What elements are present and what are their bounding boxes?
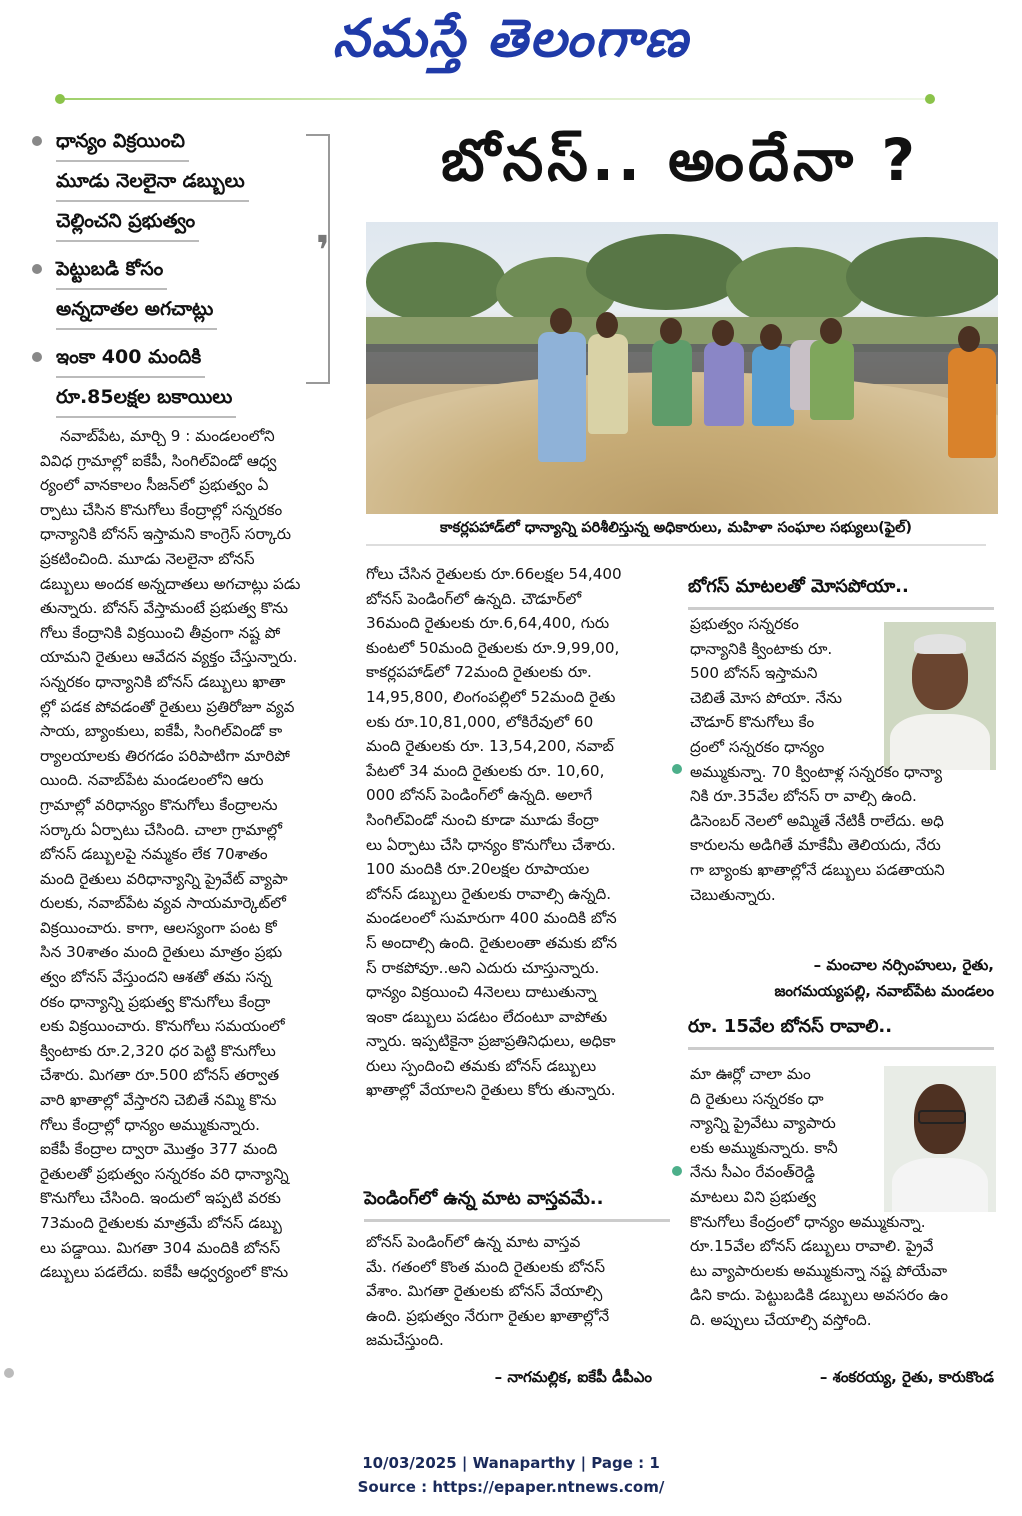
text-line: మంది రైతులు వరిధాన్యాన్ని ప్రైవేట్ వ్యాపా (40, 869, 288, 888)
text-line: ది. అప్పులు చేయాల్సి వస్తోంది. (690, 1310, 872, 1329)
text-line: ధాన్యానికి క్వింటాకు రూ. (690, 639, 833, 658)
text-line: ల్లో పడక పోవడంతో రైతులు ప్రతిరోజూ వ్యవ (40, 697, 295, 716)
text-line: స్ రాకపోవూ..అని ఎదురు చూస్తున్నారు. (366, 958, 600, 977)
text-line: న్నారు. ఇప్పటికైనా ప్రజాప్రతినిధులు, అధికా (366, 1032, 616, 1051)
text-line: వారి ఖాతాల్లో వేస్తారని చెబితే నమ్మి కొను (40, 1091, 277, 1110)
text-line: కొనుగోలు చేసింది. ఇందులో ఇప్పటి వరకు (40, 1189, 281, 1208)
person-figure (810, 340, 854, 420)
text-line: ర్యంలో వానకాలం సీజన్‌లో ప్రభుత్వం ఏ (40, 476, 269, 495)
text-line: కొనుగోలు కేంద్రంలో ధాన్యం అమ్ముకున్నా. (690, 1212, 926, 1231)
text-line: మండలంలో సుమారుగా 400 మందికి బోన (366, 909, 617, 928)
person-figure (588, 334, 628, 434)
text-line: కుంటలో 50మంది రైతులకు రూ.9,99,00, (366, 638, 620, 657)
text-line: ఖాతాల్లో వేయాలని రైతులు కోరు తున్నారు. (366, 1081, 616, 1100)
text-line: ఐకేపీ కేంద్రాల ద్వారా మొత్తం 377 మంది (40, 1140, 278, 1159)
trees-illustration (366, 232, 998, 352)
decor-dot (672, 764, 682, 774)
text-line: రూ.15వేల బోనస్ డబ్బులు రావాలి. ప్రైవే (690, 1237, 934, 1256)
person-head (660, 318, 682, 344)
person-head (596, 312, 618, 338)
text-line: సాయ, బ్యాంకులు, ఐకేపీ, సింగిల్‌విండో కా (40, 722, 283, 741)
person-head (550, 308, 572, 334)
highlight-line: రూ.85లక్షల బకాయిలు (56, 378, 236, 418)
text-line: విక్రయించారు. కాగా, ఆలస్యంగా పంట కో (40, 918, 277, 937)
decor-dot (4, 1368, 14, 1378)
article-column-1 (40, 424, 336, 1285)
person-figure (948, 348, 996, 458)
photo-caption: కాకర్లపహాడ్‌లో ధాన్యాన్ని పరిశీలిస్తున్న అధికారులు, మహిళా సంఘాల సభ్యులు(ఫైల్) (366, 520, 986, 546)
quote-3-body (366, 1230, 670, 1353)
text-line: జమచేస్తుంది. (366, 1331, 444, 1350)
text-line: వివిధ గ్రామాల్లో ఐకేపీ, సింగిల్‌విండో ఆధ్వ (40, 451, 277, 470)
quote-mark-icon: ❜ (316, 228, 330, 274)
text-line: లు ఏర్పాటు చేసి ధాన్యం కొనుగోలు చేశారు. (366, 835, 616, 854)
text-line: సర్కారు ఏర్పాటు చేసింది. చాలా గ్రామాల్లో (40, 820, 283, 839)
text-line: కాకర్లపహాడ్‌లో 72మంది రైతులకు రూ. (366, 663, 592, 682)
text-line: 000 బోనస్ పెండింగ్‌లో ఉన్నది. అలాగే (366, 786, 593, 805)
text-line: నవాబ్‌పేట, మార్చి 9 : మండలంలోని (60, 427, 275, 445)
text-line: లకు విక్రయించారు. కొనుగోలు సమయంలో (40, 1017, 285, 1036)
text-line: చెబితే మోస పోయా. నేను (690, 688, 842, 707)
byline-1-line: జంగమయ్యపల్లి, నవాబ్‌పేట మండలం (774, 982, 994, 1000)
text-line: సన్నరకం ధాన్యానికి బోనస్ డబ్బులు ఖాతా (40, 672, 286, 691)
quote-2-body (690, 1062, 996, 1333)
text-line: బోనస్ పెండింగ్‌లో ఉన్న మాట వాస్తవ (366, 1233, 581, 1251)
subhead-pending-true: పెండింగ్‌లో ఉన్న మాట వాస్తవమే.. (364, 1188, 670, 1222)
text-line: నికి రూ.35వేల బోనస్ రా వాల్సి ఉంది. (690, 787, 917, 806)
bullet-icon (32, 264, 42, 274)
text-line: గా బ్యాంకు ఖాతాల్లోనే డబ్బులు పడతాయని (690, 860, 945, 879)
highlight-line: మూడు నెలలైనా డబ్బులు (56, 162, 249, 202)
footer-source-line: Source : https://epaper.ntnews.com/ (357, 1478, 665, 1496)
person-figure (704, 342, 744, 426)
text-line: డిసెంబర్ నెలలో అమ్మితే నేటికీ రాలేదు. అధి (690, 811, 944, 830)
text-line: మాటలు విని ప్రభుత్వ (690, 1187, 816, 1206)
article-column-2 (366, 562, 670, 1103)
text-line: ర్యాలయాలకు తిరగడం పరిపాటిగా మారిపో (40, 746, 290, 765)
text-line: ధాన్యం విక్రయించి 4నెలలు దాటుతున్నా (366, 983, 597, 1002)
text-line: ప్రకటించింది. మూడు నెలలైనా బోనస్ (40, 549, 255, 568)
text-line: 14,95,800, లింగంపల్లిలో 52మంది రైతు (366, 687, 616, 706)
text-line: గ్రామాల్లో వరిధాన్యం కొనుగోలు కేంద్రాలను (40, 795, 278, 814)
text-line: సింగిల్‌విండో నుంచి కూడా మూడు కేంద్రా (366, 810, 599, 829)
text-line: ఉంది. ప్రభుత్వం నేరుగా రైతుల ఖాతాల్లోనే (366, 1306, 610, 1325)
news-photo (366, 222, 998, 514)
subhead-15k-bonus: రూ. 15వేల బోనస్ రావాలి.. (688, 1016, 994, 1050)
text-line: గోలు కేంద్రానికి విక్రయించి తీవ్రంగా నష్ట పో (40, 623, 281, 642)
text-line: 36మంది రైతులకు రూ.6,64,400, గురు (366, 614, 610, 633)
highlight-line: ఇంకా 400 మందికి (56, 338, 205, 378)
text-line: సిన 30శాతం మంది రైతులు మాత్రం ప్రభు (40, 943, 283, 962)
masthead (0, 0, 1022, 90)
headline: బోనస్.. అందేనా ? (440, 126, 920, 194)
highlights-box (24, 122, 334, 426)
text-line: 500 బోనస్ ఇస్తామని (690, 664, 818, 683)
text-line: అమ్ముకున్నా. 70 క్వింటాళ్ల సన్నరకం ధాన్యా (690, 762, 943, 781)
text-line: ఇంకా డబ్బులు పడటం లేదంటూ వాపోతు (366, 1007, 608, 1026)
text-line: స్ అందాల్సి ఉంది. రైతులంతా తమకు బోన (366, 933, 618, 952)
text-line: చౌడూర్ కొనుగోలు కేం (690, 713, 815, 732)
person-head (760, 324, 782, 350)
text-line: చెబుతున్నారు. (690, 885, 776, 904)
top-rule (60, 98, 930, 100)
text-line: డిని కాదు. పెట్టుబడికి డబ్బులు అవసరం ఉం (690, 1286, 949, 1305)
decor-dot (55, 94, 65, 104)
text-line: మా ఊర్లో చాలా మం (690, 1065, 811, 1083)
highlight-item (24, 338, 334, 418)
text-line: యామని రైతులు ఆవేదన వ్యక్తం చేస్తున్నారు. (40, 648, 298, 667)
text-line: ద్రంలో సన్నరకం ధాన్యం (690, 737, 825, 756)
decor-dot (672, 1166, 682, 1176)
text-line: రైతులతో ప్రభుత్వం సన్నరకం వరి ధాన్యాన్ని (40, 1164, 289, 1183)
text-line: బోనస్ డబ్బులు రైతులకు రావాల్సి ఉన్నది. (366, 884, 612, 903)
decor-dot (925, 94, 935, 104)
text-line: ధాన్యానికి బోనస్ ఇస్తామని కాంగ్రెస్ సర్కారు (40, 525, 291, 544)
text-line: 73మంది రైతులకు మాత్రమే బోనస్ డబ్బు (40, 1214, 282, 1232)
text-line: డబ్బులు అందక అన్నదాతలు అగచాట్లు పడు (40, 574, 301, 593)
person-head (958, 326, 980, 352)
person-head (712, 320, 734, 346)
highlight-line: ధాన్యం విక్రయించి (56, 122, 189, 162)
byline-1-line: – మంచాల నర్సింహులు, రైతు, (813, 956, 994, 974)
text-line: గోలు చేసిన రైతులకు రూ.66లక్షల 54,400 (366, 565, 622, 583)
text-line: ర్పాటు చేసిన కొనుగోలు కేంద్రాల్లో సన్నరకం (40, 500, 283, 519)
text-line: చేశారు. మిగతా రూ.500 బోనస్ తర్వాత (40, 1066, 280, 1085)
text-line: 100 మందికి రూ.20లక్షల రూపాయల (366, 860, 590, 879)
text-line: తున్నారు. బోనస్ వేస్తామంటే ప్రభుత్వ కొను (40, 599, 289, 618)
text-line: డబ్బులు పడలేదు. ఐకేపీ ఆధ్వర్యంలో కొను (40, 1263, 289, 1282)
byline-1 (690, 952, 994, 1004)
highlight-item (24, 250, 334, 330)
highlight-line: చెల్లించని ప్రభుత్వం (56, 202, 199, 242)
text-line: యింది. నవాబ్‌పేట మండలంలోని ఆరు (40, 771, 264, 790)
text-line: త్వం బోనస్ వేస్తుందని ఆశతో తమ సన్న (40, 968, 272, 987)
text-line: ది రైతులు సన్నరకం ధా (690, 1089, 824, 1108)
text-line: కారులను అడిగితే మాకేమీ తెలియదు, నేరు (690, 836, 941, 855)
byline-2: – శంకరయ్య, రైతు, కారుకొండ (819, 1368, 994, 1386)
text-line: మే. గతంలో కొంత మంది రైతులకు బోనస్ (366, 1257, 606, 1276)
text-line: రులు స్పందించి తమకు బోనస్ డబ్బులు (366, 1056, 597, 1075)
highlight-item (24, 122, 334, 242)
quote-1-body (690, 612, 996, 907)
text-line: రకం ధాన్యాన్ని ప్రభుత్వ కొనుగోలు కేంద్రా (40, 992, 271, 1011)
person-figure (652, 340, 692, 426)
text-line: మంది రైతులకు రూ. 13,54,200, నవాబ్ (366, 737, 614, 756)
byline-3: – నాగమల్లిక, ఐకేపీ డీపీఎం (494, 1368, 652, 1386)
highlight-line: పెట్టుబడి కోసం (56, 250, 167, 290)
text-line: నేను సీఎం రేవంత్‌రెడ్డి (690, 1163, 815, 1182)
text-line: పేటలో 34 మంది రైతులకు రూ. 10,60, (366, 761, 605, 780)
text-line: బోనస్ పెండింగ్‌లో ఉన్నది. చౌడూర్‌లో (366, 589, 582, 608)
text-line: లు పడ్డాయి. మిగతా 304 మందికి బోనస్ (40, 1238, 281, 1257)
bullet-icon (32, 136, 42, 146)
footer-date-line: 10/03/2025 | Wanaparthy | Page : 1 (362, 1454, 660, 1472)
text-line: రులకు, నవాబ్‌పేట వ్యవ సాయమార్కెట్‌లో (40, 894, 286, 913)
subhead-bogus: బోగస్ మాటలతో మోసపోయా.. (688, 576, 994, 610)
text-line: వేశాం. మిగతా రైతులకు బోనస్ వేయాల్సి (366, 1282, 603, 1301)
text-line: లకు అమ్ముకున్నారు. కానీ (690, 1138, 838, 1157)
text-line: న్యాన్ని ప్రైవేటు వ్యాపారు (690, 1114, 836, 1133)
text-line: లకు రూ.10,81,000, లోకిరేవులో 60 (366, 712, 594, 731)
masthead-title: నమస్తే తెలంగాణ (332, 8, 690, 69)
highlight-line: అన్నదాతల అగచాట్లు (56, 290, 217, 330)
person-figure (752, 346, 794, 426)
person-figure (538, 332, 586, 462)
text-line: ప్రభుత్వం సన్నరకం (690, 615, 799, 633)
text-line: గోలు కేంద్రాల్లో ధాన్యం అమ్ముకున్నారు. (40, 1115, 260, 1134)
bullet-icon (32, 352, 42, 362)
text-line: క్వింటాకు రూ.2,320 ధర పెట్టి కొనుగోలు (40, 1041, 276, 1060)
text-line: టు వ్యాపారులకు అమ్ముకున్నా నష్ట పోయేవా (690, 1261, 947, 1280)
person-head (820, 318, 842, 344)
text-line: బోనస్ డబ్బులపై నమ్మకం లేక 70శాతం (40, 845, 268, 864)
